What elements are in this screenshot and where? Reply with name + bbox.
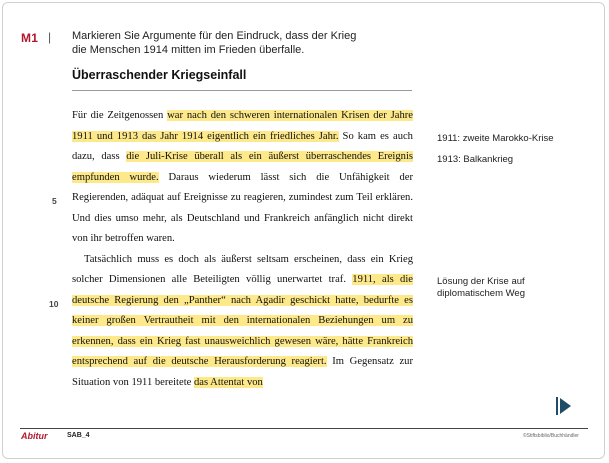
- next-page-button[interactable]: [556, 397, 574, 415]
- highlight-span: 1911, als die deutsche Regierung den „Panther“ nach Agadir geschickt hatte, bedurfte es keiner großen Vertrautheit mit den internationalen Beziehungen um zu erkennen, dass ein Krieg fast unausweichlich gewesen wäre, hätte Frankreich entsprechend auf die deutsche Herausforderung reagiert.: [72, 274, 414, 367]
- header-separator: |: [48, 30, 52, 44]
- text-span: So kam es auch dazu, dass: [72, 130, 413, 162]
- text-span: Daraus wiederum lässt sich die Unfähigkeit der Regierenden, adäquat auf Ereignisse zu reagieren, zumindest zum Teil erklären. Und dies umso mehr, als Deutschland und Frankreich anfänglich nicht direkt von ihr betroffen waren.: [72, 171, 413, 244]
- next-arrow-icon: [560, 398, 571, 414]
- material-label: M1: [21, 31, 39, 45]
- task-line-2: die Menschen 1914 mitten im Frieden überfalle.: [72, 43, 305, 56]
- paragraph-1: [72, 106, 413, 250]
- publisher-logo: Abitur: [21, 431, 48, 441]
- highlight-span: das Attentat von: [194, 376, 263, 388]
- margin-note-line-1: Lösung der Krise auf: [437, 276, 525, 287]
- text-title: Überraschender Kriegseinfall: [72, 68, 247, 82]
- title-rule: [72, 90, 412, 91]
- highlight-span: die Juli-Krise überall als ein äußerst überraschendes Ereignis empfunden wurde.: [72, 151, 414, 183]
- image-credit: ©Stiftsbiblio/Buchhändler: [523, 433, 579, 439]
- worksheet-code: SAB_4: [67, 432, 90, 439]
- task-instruction: [72, 30, 402, 57]
- text-span: Im Gegensatz zur Situation von 1911 bereitete: [72, 356, 413, 388]
- margin-note-balkan: 1913: Balkankrieg: [437, 154, 514, 165]
- margin-note-line-2: diplomatischem Weg: [437, 288, 526, 299]
- text-span: Für die Zeitgenossen: [72, 110, 168, 121]
- margin-note-diplomatie: [437, 276, 525, 300]
- text-span: Tatsächlich muss es doch als äußerst seltsam erscheinen, dass ein Krieg solcher Dimensionen alle Beteiligten völlig unerwartet traf.: [72, 253, 413, 285]
- margin-note-marokko: 1911: zweite Marokko-Krise: [437, 133, 554, 144]
- line-number-10: 10: [49, 299, 59, 309]
- next-page-icon: [556, 397, 558, 415]
- paragraph-2: [72, 250, 413, 394]
- line-number-5: 5: [52, 196, 57, 206]
- highlight-span: war nach den schweren internationalen Krisen der Jahre 1911 und 1913 das Jahr 1914 eigentlich ein friedliches Jahr.: [72, 110, 413, 142]
- footer-rule: [20, 428, 588, 429]
- task-line-1: Markieren Sie Argumente für den Eindruck, dass der Krieg: [72, 30, 357, 42]
- source-text: [72, 106, 413, 393]
